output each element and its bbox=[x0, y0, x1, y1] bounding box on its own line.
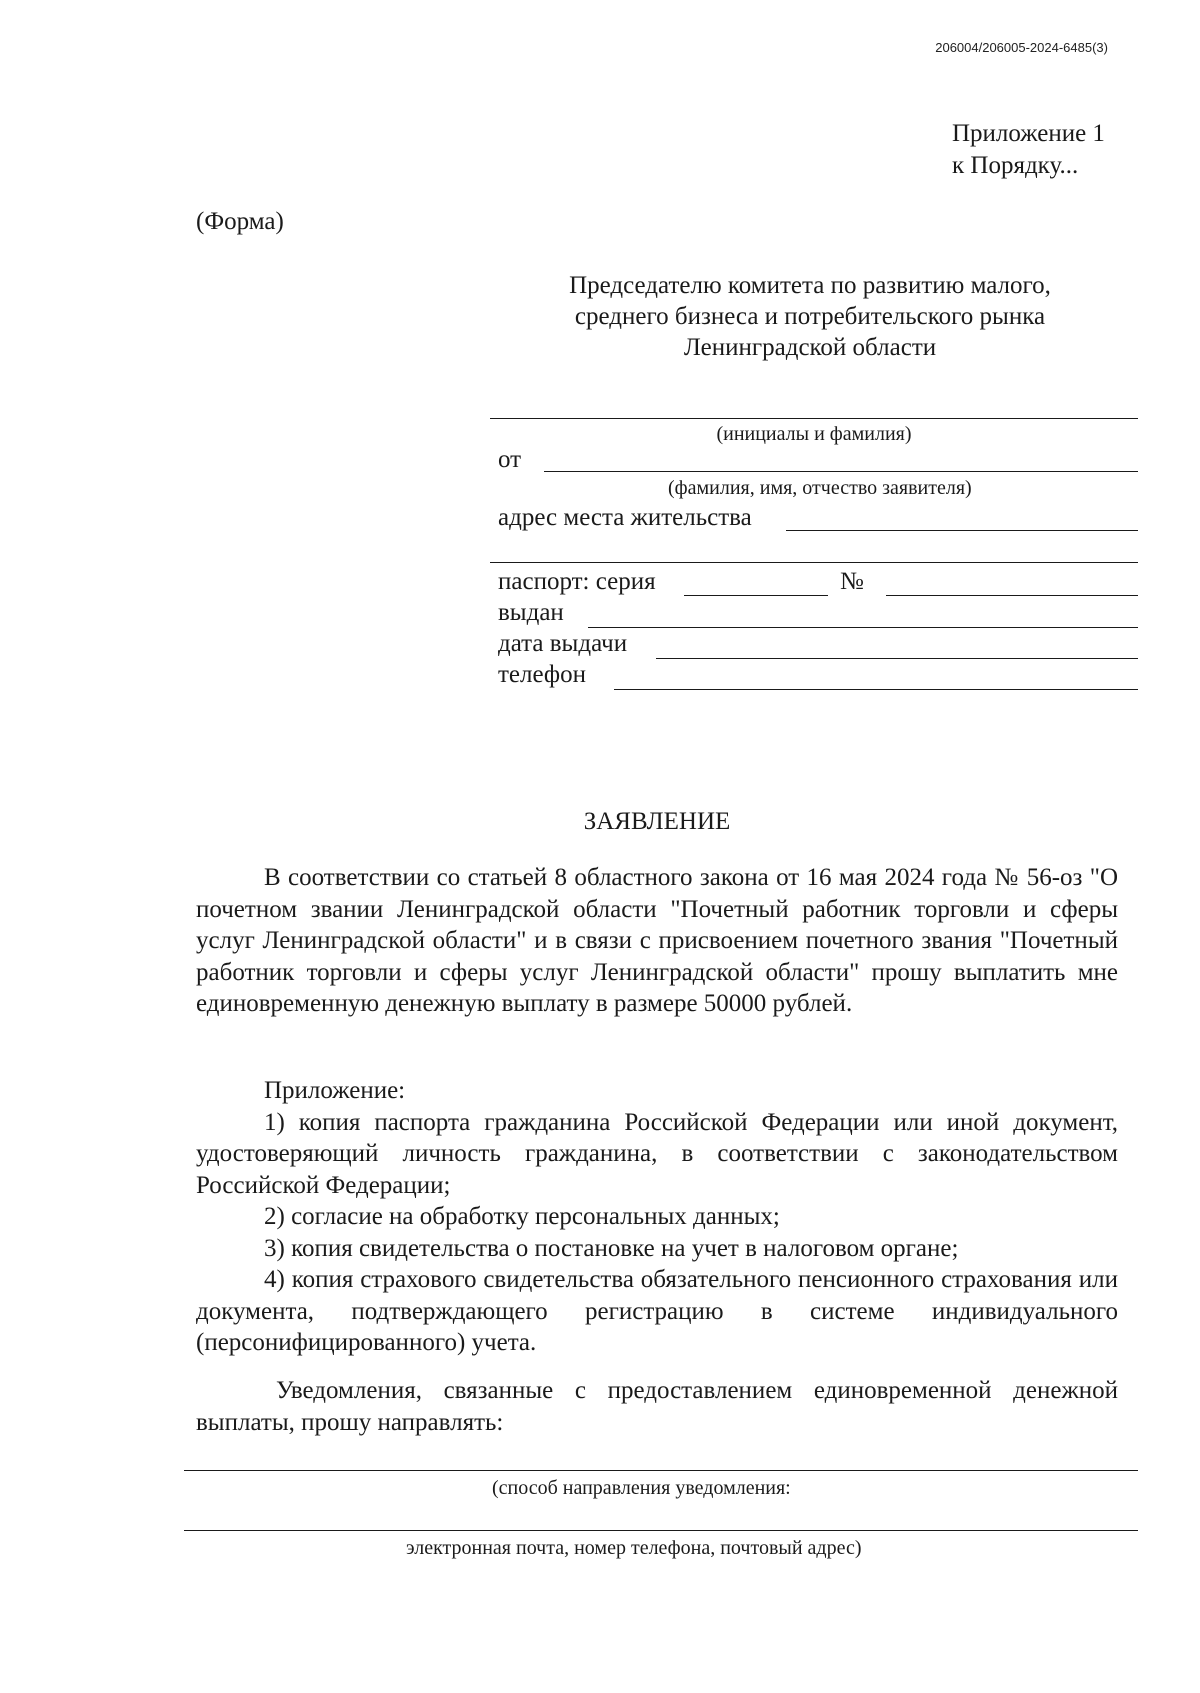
attachment-item: 1) копия паспорта гражданина Российской Федерации или иной документ, удостоверяющий личность гражданина, в соответствии с законодательством Российской Федерации; bbox=[196, 1108, 1118, 1199]
passport-number-label: № bbox=[840, 568, 864, 595]
body-paragraph bbox=[196, 862, 1118, 1020]
attachment-item: 3) копия свидетельства о постановке на учет в налоговом органе; bbox=[264, 1234, 959, 1262]
attachments-block bbox=[196, 1075, 1118, 1359]
notification-caption-1: (способ направления уведомления: bbox=[492, 1477, 791, 1499]
issue-date-label: дата выдачи bbox=[498, 630, 628, 657]
applicant-field[interactable] bbox=[544, 471, 1138, 472]
initials-field[interactable] bbox=[490, 418, 1138, 419]
passport-number-field[interactable] bbox=[886, 595, 1138, 596]
address-label: адрес места жительства bbox=[498, 504, 752, 531]
notification-method-field-line-2[interactable] bbox=[184, 1530, 1138, 1531]
appendix-line-1: Приложение 1 bbox=[952, 120, 1105, 147]
from-label: от bbox=[498, 446, 522, 473]
notification-text: Уведомления, связанные с предоставлением единовременной денежной выплаты, прошу направлять: bbox=[196, 1377, 1118, 1436]
issued-field[interactable] bbox=[588, 627, 1138, 628]
issue-date-field[interactable] bbox=[656, 658, 1138, 659]
notification-method-field[interactable] bbox=[184, 1470, 1138, 1471]
phone-field[interactable] bbox=[614, 689, 1138, 690]
appendix-line-2: к Порядку... bbox=[952, 152, 1079, 179]
passport-series-label: паспорт: серия bbox=[498, 568, 656, 595]
applicant-caption: (фамилия, имя, отчество заявителя) bbox=[668, 477, 972, 499]
form-label: (Форма) bbox=[196, 208, 284, 235]
phone-label: телефон bbox=[498, 661, 586, 688]
address-field-line-2[interactable] bbox=[490, 562, 1138, 563]
attachments-heading: Приложение: bbox=[264, 1077, 406, 1104]
passport-series-field[interactable] bbox=[684, 595, 828, 596]
notification-paragraph bbox=[196, 1375, 1118, 1438]
addressee-line-1: Председателю комитета по развитию малого, bbox=[569, 272, 1051, 299]
document-title: ЗАЯВЛЕНИЕ bbox=[583, 808, 731, 835]
body-text: В соответствии со статьей 8 областного закона от 16 мая 2024 года № 56-оз "О почетном звании Ленинградской области "Почетный работник торговли и сферы услуг Ленинградской области" и в связи с присвоением почетного звания "Почетный работник торговли и сферы услуг Ленинградской области" прошу выплатить мне единовременную денежную выплату в размере 50000 рублей. bbox=[196, 864, 1118, 1017]
attachment-item: 2) согласие на обработку персональных данных; bbox=[264, 1203, 780, 1230]
notification-caption-2: электронная почта, номер телефона, почтовый адрес) bbox=[406, 1537, 862, 1559]
address-field[interactable] bbox=[786, 530, 1138, 531]
addressee-line-2: среднего бизнеса и потребительского рынка bbox=[574, 303, 1046, 330]
document-id: 206004/206005-2024-6485(3) bbox=[935, 40, 1108, 55]
issued-label: выдан bbox=[498, 599, 564, 626]
attachment-item: 4) копия страхового свидетельства обязательного пенсионного страхования или документа, подтверждающего регистрацию в системе индивидуального (персонифицированного) учета. bbox=[196, 1266, 1118, 1356]
initials-caption: (инициалы и фамилия) bbox=[716, 423, 912, 445]
addressee-line-3: Ленинградской области bbox=[683, 334, 937, 361]
